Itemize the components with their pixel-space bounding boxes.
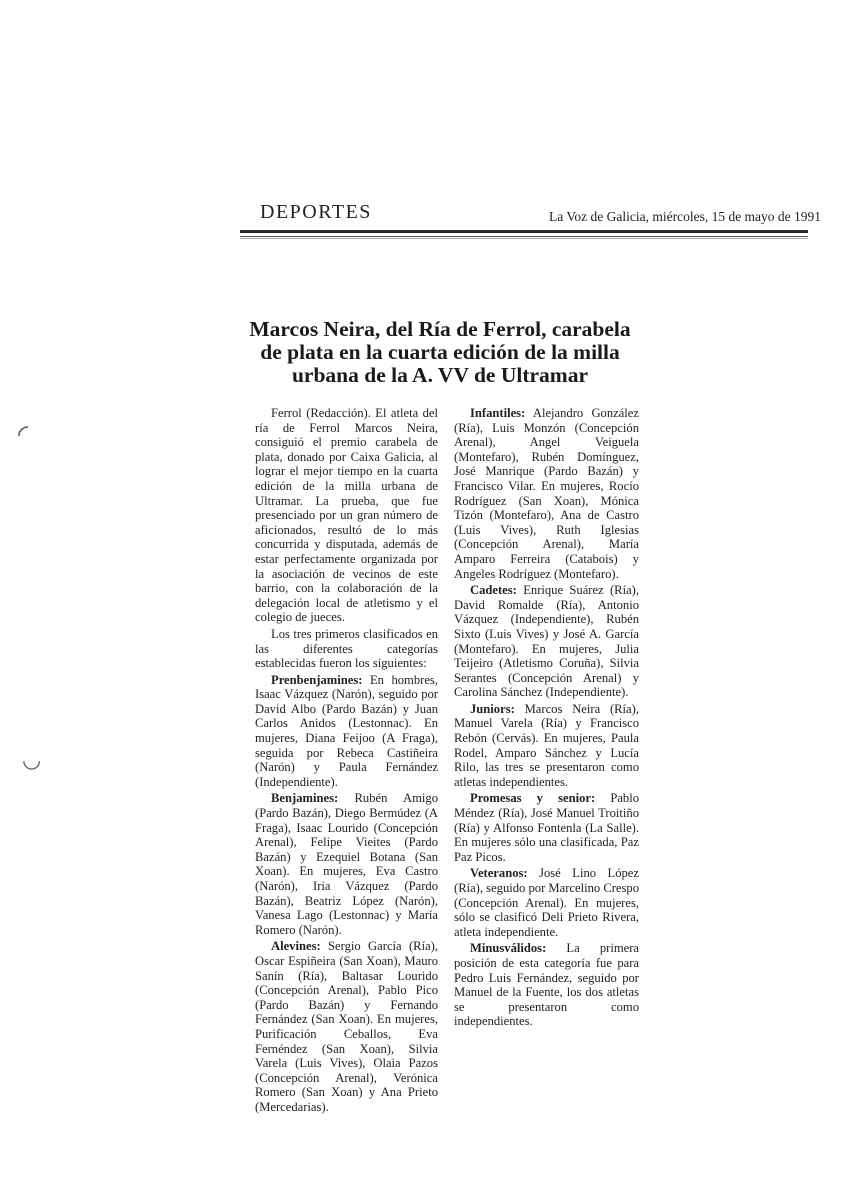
category-text: Enrique Suárez (Ría), David Romalde (Ría), Antonio Vázquez (Independiente), Rubén Sixto (Luis Vives) y José A. García (Montefaro). En mujeres, Julia Teijeiro (Atletismo Coruña), Silvia Serantes (Concepción Arenal) y Carolina Sánchez (Independiente).: [454, 583, 639, 700]
article-lead-results: Los tres primeros clasificados en las diferentes categorías establecidas fueron los siguientes:: [255, 626, 438, 671]
punch-hole-mark-icon: ◜: [18, 420, 29, 450]
header-rule: [240, 230, 808, 233]
category-name: Cadetes:: [470, 583, 517, 598]
category-paragraph: [454, 791, 639, 864]
category-text: Marcos Neira (Ría), Manuel Varela (Ría) y Francisco Rebón (Cervás). En mujeres, Paula Rodel, Amparo Sánchez y Lucía Rilo, las tres se presentaron como atletas independientes.: [454, 701, 639, 789]
category-name: Juniors:: [470, 701, 515, 716]
article-headline: Marcos Neira, del Ría de Ferrol, carabela de plata en la cuarta edición de la milla urbana de la A. VV de Ultramar: [249, 317, 631, 387]
category-text: Sergio García (Ría), Oscar Espiñeira (San Xoan), Mauro Sanín (Ría), Baltasar Lourido (Concepción Arenal), Pablo Pico (Pardo Bazán) y Fernando Fernández (San Xoan). En mujeres, Purificación Ceballos, Eva Fernéndez (San Xoan), Silvia Varela (Luis Vives), Olaia Pazos (Concepción Arenal), Verónica Romero (San Xoan) y Ana Prieto (Mercedarias).: [255, 939, 439, 1114]
header-rule-hairline: [240, 238, 808, 239]
category-paragraph: [454, 941, 639, 1029]
section-title: DEPORTES: [260, 201, 372, 223]
article-intro: Ferrol (Redacción). El atleta del ría de Ferrol Marcos Neira, consiguió el premio carabela de plata, donado por Caixa Galicia, al lograr el mejor tiempo en la cuarta edición de la milla urbana de Ultramar. La prueba, que fue presenciado por un gran número de aficionados, resultó de lo más concurrida y disputada, además de estar perfectamente organizada por la asociación de vecinos de este barrio, con la colaboración de la delegación local de atletismo y el colegio de jueces.: [255, 406, 438, 625]
category-paragraph: [454, 702, 639, 790]
category-paragraph: [454, 406, 639, 581]
category-name: Promesas y senior:: [470, 791, 596, 806]
category-paragraph: [255, 673, 438, 790]
category-name: Prenbenjamines:: [271, 672, 363, 687]
article-column-2: [454, 406, 639, 1031]
category-name: Alevines:: [271, 939, 321, 954]
dateline: La Voz de Galicia, miércoles, 15 de mayo de 1991: [549, 209, 822, 224]
punch-hole-mark-icon: ◡: [22, 748, 42, 773]
category-text: José Lino López (Ría), seguido por Marcelino Crespo (Concepción Arenal). En mujeres, sólo se clasificó Deli Prieto Rivera, atleta independiente.: [454, 866, 640, 939]
category-text: Pablo Méndez (Ría), José Manuel Troitiño (Ría) y Alfonso Fontenla (La Salle). En mujeres sólo una clasificada, Paz Paz Picos.: [454, 791, 639, 864]
article-column-1: [255, 406, 438, 1117]
category-text: La primera posición de esta categoría fue para Pedro Luis Fernández, seguido por Manuel de la Fuente, los dos atletas se presentaron como independientes.: [454, 941, 639, 1029]
category-name: Veteranos:: [470, 866, 528, 881]
category-name: Infantiles:: [470, 406, 526, 420]
category-paragraph: [255, 939, 438, 1114]
category-paragraph: [454, 583, 639, 700]
category-text: En hombres, Isaac Vázquez (Narón), seguido por David Albo (Pardo Bazán) y Juan Carlos Anidos (Lestonnac). En mujeres, Diana Feijoo (A Fraga), seguida por Rebeca Castiñeira (Narón) y Paula Fernández (Independiente).: [255, 672, 438, 789]
category-text: Rubén Amigo (Pardo Bazán), Diego Bermúdez (A Fraga), Isaac Lourido (Concepción Arenal), Felipe Vieites (Pardo Bazán) y Ezequiel Botana (San Xoan). En mujeres, Eva Castro (Narón), Iria Vázquez (Pardo Bazán), Beatriz López (Narón), Vanesa Lago (Lestonnac) y María Romero (Narón).: [255, 791, 438, 937]
category-name: Benjamines:: [271, 791, 339, 806]
category-name: Minusválidos:: [470, 941, 547, 956]
category-paragraph: [255, 791, 438, 937]
header-rule-thin: [240, 236, 808, 237]
category-text: Alejandro González (Ría), Luis Monzón (Concepción Arenal), Angel Veiguela (Montefaro), Rubén Domínguez, José Manrique (Pardo Bazán) y Francisco Vilar. En mujeres, Rocío Rodríguez (San Xoan), Mónica Tizón (Montefaro), Ana de Castro (Luis Vives), Ruth Iglesias (Concepción Arenal), María Amparo Ferreira (Catabois) y Angeles Rodríguez (Montefaro).: [454, 406, 639, 581]
category-paragraph: [454, 866, 639, 939]
